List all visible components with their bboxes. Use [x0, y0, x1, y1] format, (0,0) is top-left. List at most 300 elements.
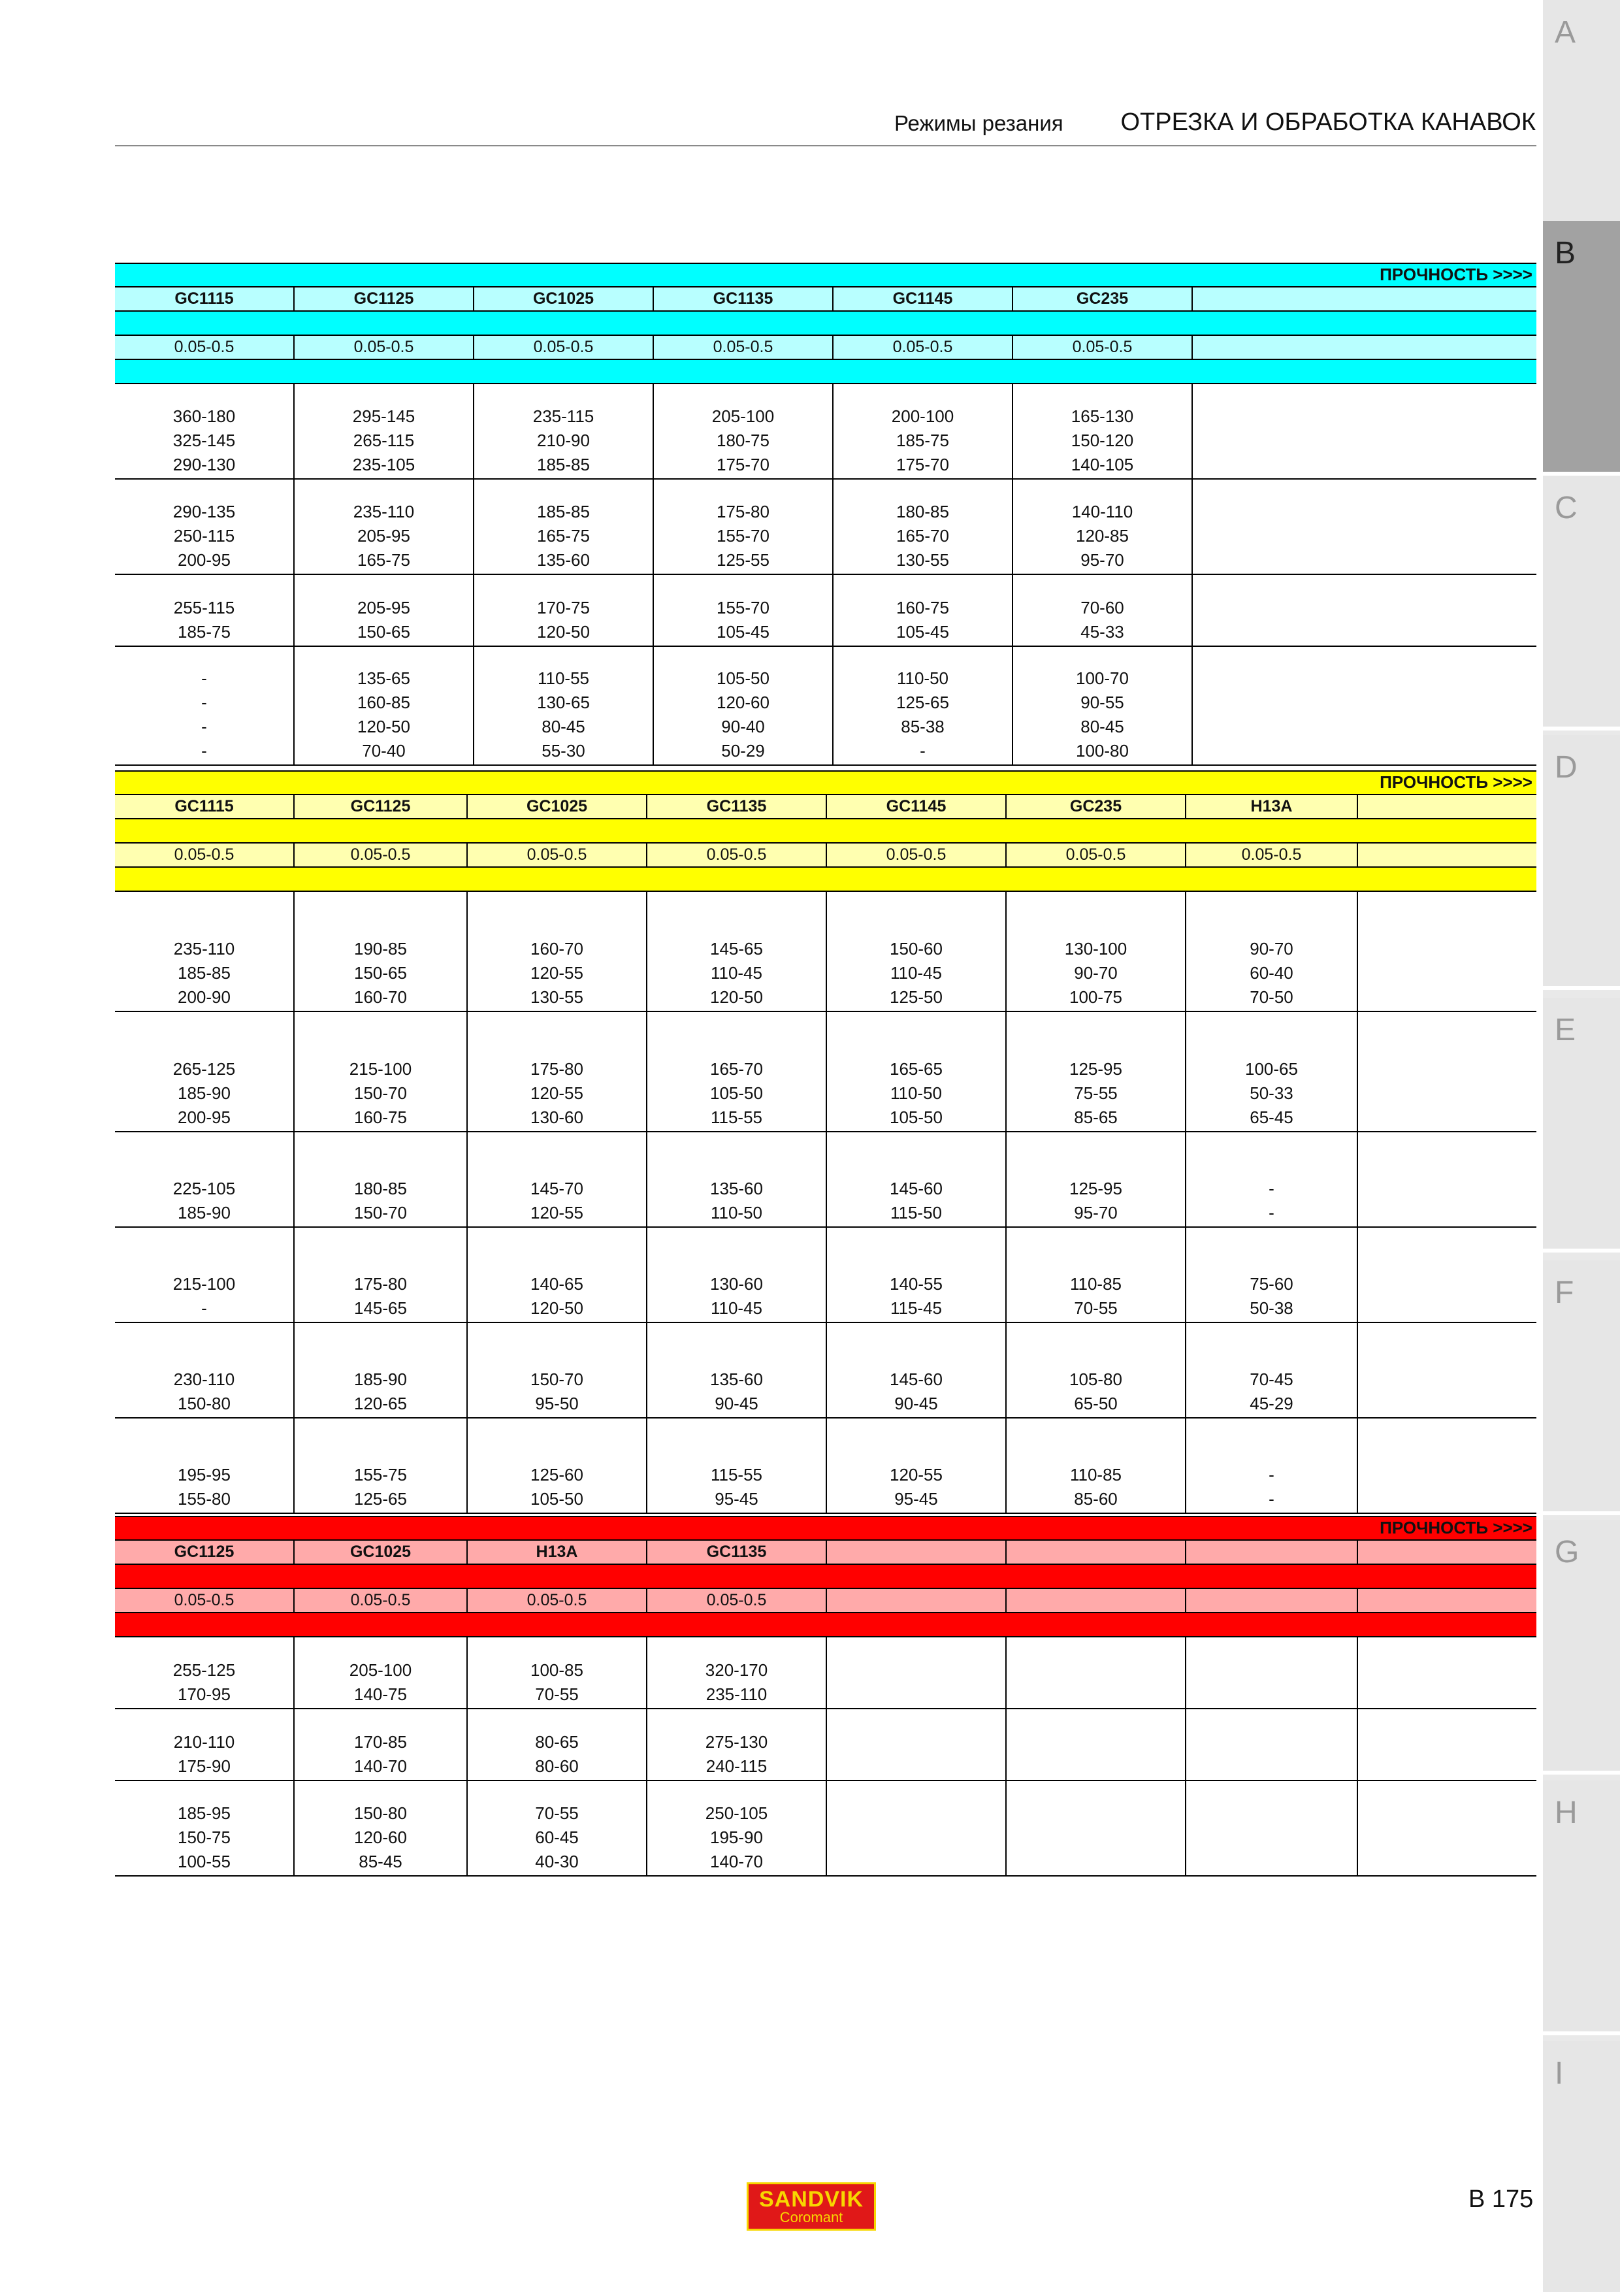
- tab-letter: C: [1555, 491, 1578, 525]
- cutting-speed-value: 150-70: [354, 1083, 407, 1103]
- speed-cell: [295, 1637, 468, 1708]
- speed-cell: [1193, 384, 1536, 478]
- speed-cell: [654, 575, 834, 646]
- speed-cell: [115, 647, 295, 764]
- cutting-speed-value: 135-60: [710, 1369, 763, 1389]
- cutting-speed-value: 115-55: [710, 1107, 763, 1127]
- table-bottom-rule: [115, 764, 1536, 766]
- cutting-speed-value: 170-85: [354, 1732, 407, 1752]
- cutting-speed-value: 100-65: [1245, 1059, 1298, 1079]
- speed-cell: [468, 892, 647, 1011]
- cutting-speed-value: 60-45: [535, 1828, 579, 1847]
- cutting-speed-value: 70-45: [1250, 1369, 1293, 1389]
- cutting-speed-value: 140-55: [890, 1274, 943, 1294]
- cutting-speed-value: 85-45: [359, 1852, 402, 1871]
- speed-cell: [1193, 575, 1536, 646]
- material-group-row: [115, 478, 1536, 574]
- cutting-speed-value: 185-85: [537, 455, 590, 474]
- cutting-speed-value: 235-110: [173, 939, 235, 959]
- logo-sub: Coromant: [779, 2209, 843, 2225]
- tab-b[interactable]: [1543, 221, 1620, 476]
- tab-letter: B: [1555, 236, 1576, 271]
- speed-cell: [1358, 892, 1536, 1011]
- cutting-speed-value: 75-55: [1074, 1083, 1118, 1103]
- speed-cell: [295, 647, 474, 764]
- cutting-speed-value: -: [1269, 1179, 1274, 1198]
- cutting-speed-value: 130-55: [530, 987, 583, 1007]
- speed-cell: [1186, 1132, 1358, 1226]
- grade-row-cell: GC1125: [295, 795, 468, 818]
- feed-row-cell: [1358, 1589, 1536, 1612]
- speed-cell: [1186, 1709, 1358, 1780]
- speed-cell: [1013, 480, 1193, 574]
- speed-cell: [834, 647, 1013, 764]
- grade-row-cell: GC1125: [115, 1541, 295, 1564]
- cutting-speed-value: -: [201, 693, 207, 712]
- speed-cell: [647, 892, 827, 1011]
- feed-row-cell: 0.05-0.5: [1186, 844, 1358, 866]
- cutting-speed-value: 55-30: [542, 741, 585, 761]
- tab-f[interactable]: [1543, 1260, 1620, 1515]
- page-number: B 175: [1468, 2186, 1534, 2213]
- cutting-speed-value: -: [1269, 1465, 1274, 1484]
- cutting-speed-value: 65-50: [1074, 1394, 1118, 1413]
- cutting-speed-value: 115-45: [890, 1298, 943, 1318]
- speed-cell: [827, 1709, 1007, 1780]
- cutting-speed-value: 150-60: [890, 939, 943, 959]
- feed-row: [115, 1588, 1536, 1612]
- cutting-speed-value: 205-100: [349, 1660, 412, 1680]
- cutting-speed-value: 125-95: [1069, 1059, 1122, 1079]
- tab-letter: E: [1555, 1013, 1576, 1047]
- feed-row-cell: 0.05-0.5: [647, 844, 827, 866]
- cutting-speed-value: 110-50: [896, 668, 949, 688]
- cutting-speed-value: 290-135: [172, 502, 236, 521]
- cutting-speed-value: 145-65: [710, 939, 763, 959]
- feed-row-cell: [1358, 844, 1536, 866]
- cutting-speed-value: 210-110: [173, 1732, 235, 1752]
- cutting-speed-value: 145-60: [890, 1179, 943, 1198]
- cutting-speed-value: 130-60: [530, 1107, 583, 1127]
- cutting-speed-value: 160-70: [354, 987, 407, 1007]
- material-group-row: [115, 1226, 1536, 1322]
- tab-h[interactable]: [1543, 1780, 1620, 2035]
- cutting-speed-value: -: [1269, 1489, 1274, 1509]
- speed-cell: [1186, 892, 1358, 1011]
- speed-cell: [468, 1781, 647, 1875]
- feed-row-cell: [1186, 1589, 1358, 1612]
- header-divider: [115, 145, 1536, 146]
- cutting-speed-value: 205-95: [357, 598, 410, 617]
- speed-cell: [115, 1781, 295, 1875]
- tab-e[interactable]: [1543, 998, 1620, 1253]
- cutting-speed-value: 210-90: [537, 431, 590, 450]
- cutting-speed-value: 115-55: [710, 1465, 763, 1484]
- cutting-speed-value: 235-110: [705, 1684, 768, 1704]
- cutting-speed-value: 90-45: [715, 1394, 758, 1413]
- cutting-speed-value: 125-95: [1069, 1179, 1122, 1198]
- cutting-speed-value: 170-95: [178, 1684, 231, 1704]
- cutting-speed-value: 235-110: [353, 502, 415, 521]
- speed-cell: [468, 1132, 647, 1226]
- cutting-speed-value: 295-145: [352, 406, 415, 426]
- cutting-speed-value: -: [201, 717, 207, 736]
- speed-cell: [115, 1637, 295, 1708]
- table-bottom-rule: [115, 1875, 1536, 1877]
- feed-row-cell: 0.05-0.5: [647, 1589, 827, 1612]
- tab-c[interactable]: [1543, 476, 1620, 730]
- cutting-speed-value: 105-45: [896, 622, 949, 642]
- cutting-speed-value: 200-100: [891, 406, 954, 426]
- cutting-speed-value: 215-100: [349, 1059, 412, 1079]
- cutting-speed-value: 200-95: [178, 550, 231, 570]
- cutting-speed-value: 135-60: [710, 1179, 763, 1198]
- cutting-speed-value: 80-60: [535, 1756, 579, 1776]
- speed-cell: [647, 1012, 827, 1131]
- cutting-speed-value: 180-75: [717, 431, 770, 450]
- section-header-bar: [115, 770, 1536, 794]
- material-group-row: [115, 383, 1536, 478]
- cutting-speed-value: 80-65: [535, 1732, 579, 1752]
- cutting-speed-value: 185-90: [354, 1369, 407, 1389]
- color-strip: [115, 1612, 1536, 1636]
- cutting-speed-value: 95-50: [535, 1394, 579, 1413]
- grade-row-cell: [1186, 1541, 1358, 1564]
- cutting-speed-value: 160-70: [530, 939, 583, 959]
- speed-cell: [115, 1132, 295, 1226]
- cutting-speed-value: 120-55: [530, 1203, 583, 1222]
- cutting-speed-value: 155-75: [354, 1465, 407, 1484]
- cutting-speed-value: 265-125: [172, 1059, 236, 1079]
- cutting-speed-value: 95-70: [1080, 550, 1124, 570]
- grade-row-cell: [827, 1541, 1007, 1564]
- material-group-row: [115, 1131, 1536, 1226]
- speed-cell: [295, 1228, 468, 1322]
- material-group-row: [115, 1417, 1536, 1513]
- speed-cell: [295, 480, 474, 574]
- cutting-speed-value: 140-75: [354, 1684, 407, 1704]
- color-strip: [115, 866, 1536, 891]
- cutting-speed-value: 100-80: [1076, 741, 1129, 761]
- feed-row-cell: 0.05-0.5: [1013, 336, 1193, 359]
- cutting-speed-value: 70-55: [535, 1684, 579, 1704]
- cutting-speed-value: 185-90: [178, 1203, 231, 1222]
- speed-cell: [1007, 1637, 1186, 1708]
- cutting-speed-value: 70-60: [1080, 598, 1124, 617]
- cutting-speed-value: 125-55: [717, 550, 770, 570]
- cutting-speed-value: -: [920, 741, 926, 761]
- feed-row-cell: 0.05-0.5: [295, 336, 474, 359]
- cutting-speed-value: 150-65: [357, 622, 410, 642]
- cutting-speed-value: 250-105: [705, 1803, 768, 1823]
- speed-cell: [295, 1781, 468, 1875]
- speed-cell: [1013, 384, 1193, 478]
- feed-row-cell: 0.05-0.5: [834, 336, 1013, 359]
- cutting-speed-value: 120-60: [717, 693, 770, 712]
- cutting-speed-value: 95-45: [715, 1489, 758, 1509]
- speed-cell: [1013, 575, 1193, 646]
- cutting-speed-value: 165-75: [537, 526, 590, 546]
- cutting-speed-value: 155-80: [178, 1489, 231, 1509]
- speed-cell: [115, 1228, 295, 1322]
- feed-row-cell: 0.05-0.5: [1007, 844, 1186, 866]
- cutting-speed-value: 185-90: [178, 1083, 231, 1103]
- tab-a[interactable]: [1543, 0, 1620, 255]
- grade-row-cell: GC1115: [115, 795, 295, 818]
- grade-row: [115, 286, 1536, 310]
- cutting-speed-value: 175-90: [178, 1756, 231, 1776]
- cutting-speed-value: 125-60: [530, 1465, 583, 1484]
- grade-row: [115, 1539, 1536, 1564]
- cutting-speed-value: 110-45: [710, 1298, 763, 1318]
- cutting-speed-value: 45-29: [1250, 1394, 1293, 1413]
- cutting-speed-value: 85-60: [1074, 1489, 1118, 1509]
- chapter-tabs: [1543, 0, 1620, 2292]
- grade-row-cell: [1358, 1541, 1536, 1564]
- cutting-speed-value: 120-65: [354, 1394, 407, 1413]
- cutting-speed-value: 325-145: [172, 431, 236, 450]
- cutting-speed-value: 195-95: [178, 1465, 231, 1484]
- table-bottom-rule: [115, 1513, 1536, 1514]
- feed-row-cell: 0.05-0.5: [468, 1589, 647, 1612]
- cutting-speed-value: 105-80: [1069, 1369, 1122, 1389]
- cutting-speed-value: 125-65: [896, 693, 949, 712]
- speed-cell: [295, 1323, 468, 1417]
- grade-row-cell: GC1025: [474, 287, 654, 310]
- speed-cell: [827, 1228, 1007, 1322]
- speed-cell: [468, 1709, 647, 1780]
- cutting-speed-value: 165-70: [896, 526, 949, 546]
- cutting-speed-value: 290-130: [172, 455, 236, 474]
- cutting-speed-value: 110-45: [890, 963, 943, 983]
- cutting-speed-value: 185-75: [896, 431, 949, 450]
- grade-row-cell: GC235: [1007, 795, 1186, 818]
- speed-cell: [115, 480, 295, 574]
- cutting-speed-value: 250-115: [173, 526, 235, 546]
- cutting-speed-value: 320-170: [705, 1660, 768, 1680]
- feed-row-cell: 0.05-0.5: [474, 336, 654, 359]
- cutting-speed-value: 80-45: [542, 717, 585, 736]
- cutting-speed-value: 185-85: [537, 502, 590, 521]
- feed-row-cell: 0.05-0.5: [654, 336, 834, 359]
- speed-cell: [1358, 1132, 1536, 1226]
- speed-cell: [1007, 1781, 1186, 1875]
- grade-row-cell: GC1125: [295, 287, 474, 310]
- cutting-speed-value: 140-105: [1071, 455, 1134, 474]
- cutting-speed-value: 175-70: [896, 455, 949, 474]
- cutting-speed-value: 90-40: [721, 717, 765, 736]
- grade-row: [115, 794, 1536, 818]
- color-strip: [115, 818, 1536, 842]
- speed-cell: [468, 1228, 647, 1322]
- cutting-speed-value: 200-90: [178, 987, 231, 1007]
- cutting-speed-value: 145-60: [890, 1369, 943, 1389]
- speed-cell: [827, 1132, 1007, 1226]
- material-group-row: [115, 1780, 1536, 1875]
- cutting-speed-value: -: [201, 1298, 207, 1318]
- cutting-speed-value: 205-100: [711, 406, 775, 426]
- color-strip: [115, 359, 1536, 383]
- speed-cell: [468, 1323, 647, 1417]
- cutting-speed-value: 170-75: [537, 598, 590, 617]
- color-strip: [115, 310, 1536, 335]
- feed-row-cell: [1007, 1589, 1186, 1612]
- strength-label: ПРОЧНОСТЬ >>>>: [1380, 265, 1532, 284]
- speed-cell: [1186, 1228, 1358, 1322]
- cutting-speed-value: 240-115: [705, 1756, 768, 1776]
- speed-cell: [115, 1419, 295, 1513]
- speed-cell: [295, 892, 468, 1011]
- tab-i[interactable]: [1543, 2041, 1620, 2296]
- material-group-row: [115, 891, 1536, 1011]
- speed-cell: [295, 1709, 468, 1780]
- cutting-speed-value: 175-80: [354, 1274, 407, 1294]
- feed-row-cell: 0.05-0.5: [295, 844, 468, 866]
- page-title: ОТРЕЗКА И ОБРАБОТКА КАНАВОК: [1120, 108, 1536, 136]
- section-table: [115, 263, 1536, 766]
- cutting-speed-value: 160-75: [354, 1107, 407, 1127]
- speed-cell: [1358, 1637, 1536, 1708]
- grade-row-cell: GC1135: [647, 1541, 827, 1564]
- speed-cell: [1186, 1323, 1358, 1417]
- cutting-speed-value: 185-75: [178, 622, 231, 642]
- cutting-speed-value: 50-38: [1250, 1298, 1293, 1318]
- cutting-speed-value: 120-50: [710, 987, 763, 1007]
- speed-cell: [1186, 1781, 1358, 1875]
- speed-cell: [1193, 647, 1536, 764]
- cutting-speed-value: 115-50: [890, 1203, 943, 1222]
- grade-row-cell: H13A: [468, 1541, 647, 1564]
- cutting-speed-value: 225-105: [172, 1179, 236, 1198]
- speed-cell: [1193, 480, 1536, 574]
- tab-letter: I: [1555, 2056, 1564, 2091]
- color-strip: [115, 1564, 1536, 1588]
- material-group-row: [115, 1708, 1536, 1780]
- cutting-speed-value: 155-70: [717, 598, 770, 617]
- speed-cell: [115, 384, 295, 478]
- cutting-speed-value: 120-60: [354, 1828, 407, 1847]
- grade-row-cell: H13A: [1186, 795, 1358, 818]
- cutting-speed-value: 120-55: [530, 1083, 583, 1103]
- speed-cell: [1007, 892, 1186, 1011]
- cutting-speed-value: 40-30: [535, 1852, 579, 1871]
- speed-cell: [115, 892, 295, 1011]
- speed-cell: [827, 1419, 1007, 1513]
- grade-row-cell: GC235: [1013, 287, 1193, 310]
- cutting-speed-value: 90-70: [1250, 939, 1293, 959]
- cutting-speed-value: 165-70: [710, 1059, 763, 1079]
- cutting-speed-value: 160-75: [896, 598, 949, 617]
- cutting-speed-value: 230-110: [173, 1369, 235, 1389]
- tab-letter: G: [1555, 1535, 1580, 1569]
- cutting-speed-value: 150-80: [354, 1803, 407, 1823]
- cutting-speed-value: 110-85: [1069, 1465, 1122, 1484]
- feed-row-cell: 0.05-0.5: [115, 844, 295, 866]
- speed-cell: [115, 1323, 295, 1417]
- cutting-speed-value: 360-180: [172, 406, 236, 426]
- speed-cell: [1358, 1709, 1536, 1780]
- cutting-speed-value: 235-105: [352, 455, 415, 474]
- speed-cell: [474, 480, 654, 574]
- cutting-speed-value: 150-65: [354, 963, 407, 983]
- strength-label: ПРОЧНОСТЬ >>>>: [1380, 1518, 1532, 1537]
- cutting-speed-value: 100-85: [530, 1660, 583, 1680]
- speed-cell: [474, 647, 654, 764]
- speed-cell: [115, 1012, 295, 1131]
- cutting-speed-value: 125-65: [354, 1489, 407, 1509]
- cutting-speed-value: 85-65: [1074, 1107, 1118, 1127]
- cutting-speed-value: 65-45: [1250, 1107, 1293, 1127]
- speed-cell: [468, 1637, 647, 1708]
- speed-cell: [647, 1637, 827, 1708]
- cutting-speed-value: 60-40: [1250, 963, 1293, 983]
- cutting-speed-value: 140-70: [354, 1756, 407, 1776]
- grade-row-cell: GC1145: [827, 795, 1007, 818]
- cutting-speed-value: 205-95: [357, 526, 410, 546]
- cutting-speed-value: 50-33: [1250, 1083, 1293, 1103]
- grade-row-cell: [1193, 287, 1536, 310]
- speed-cell: [647, 1419, 827, 1513]
- speed-cell: [295, 575, 474, 646]
- cutting-speed-value: 130-60: [710, 1274, 763, 1294]
- speed-cell: [834, 480, 1013, 574]
- speed-cell: [654, 647, 834, 764]
- tab-letter: D: [1555, 750, 1578, 785]
- cutting-speed-value: 105-50: [530, 1489, 583, 1509]
- cutting-speed-value: 120-55: [890, 1465, 943, 1484]
- cutting-speed-value: 165-130: [1071, 406, 1134, 426]
- cutting-speed-value: 200-95: [178, 1107, 231, 1127]
- cutting-speed-value: 140-110: [1071, 502, 1133, 521]
- tab-d[interactable]: [1543, 735, 1620, 990]
- cutting-speed-value: 140-70: [710, 1852, 763, 1871]
- cutting-speed-value: 235-115: [532, 406, 594, 426]
- cutting-speed-value: 100-70: [1076, 668, 1129, 688]
- speed-cell: [295, 384, 474, 478]
- speed-cell: [1007, 1323, 1186, 1417]
- cutting-speed-value: 120-50: [357, 717, 410, 736]
- cutting-speed-value: 175-80: [717, 502, 770, 521]
- feed-row-cell: 0.05-0.5: [827, 844, 1007, 866]
- grade-row-cell: GC1145: [834, 287, 1013, 310]
- speed-cell: [647, 1709, 827, 1780]
- cutting-speed-value: 95-45: [894, 1489, 938, 1509]
- cutting-speed-value: 195-90: [710, 1828, 763, 1847]
- speed-cell: [1358, 1323, 1536, 1417]
- material-group-row: [115, 574, 1536, 646]
- cutting-speed-value: 50-29: [721, 741, 765, 761]
- cutting-speed-value: 90-45: [894, 1394, 938, 1413]
- cutting-speed-value: 135-65: [357, 668, 410, 688]
- cutting-speed-value: 120-50: [530, 1298, 583, 1318]
- cutting-speed-value: 140-65: [530, 1274, 583, 1294]
- speed-cell: [647, 1323, 827, 1417]
- tab-g[interactable]: [1543, 1520, 1620, 1775]
- grade-row-cell: GC1135: [654, 287, 834, 310]
- cutting-speed-value: 265-115: [353, 431, 415, 450]
- cutting-speed-value: 135-60: [537, 550, 590, 570]
- tab-letter: A: [1555, 15, 1576, 50]
- speed-cell: [295, 1012, 468, 1131]
- feed-row: [115, 335, 1536, 359]
- cutting-speed-value: 75-60: [1250, 1274, 1293, 1294]
- speed-cell: [834, 384, 1013, 478]
- cutting-speed-value: 120-85: [1076, 526, 1129, 546]
- speed-cell: [827, 892, 1007, 1011]
- cutting-speed-value: -: [201, 741, 207, 761]
- speed-cell: [1007, 1419, 1186, 1513]
- speed-cell: [1186, 1419, 1358, 1513]
